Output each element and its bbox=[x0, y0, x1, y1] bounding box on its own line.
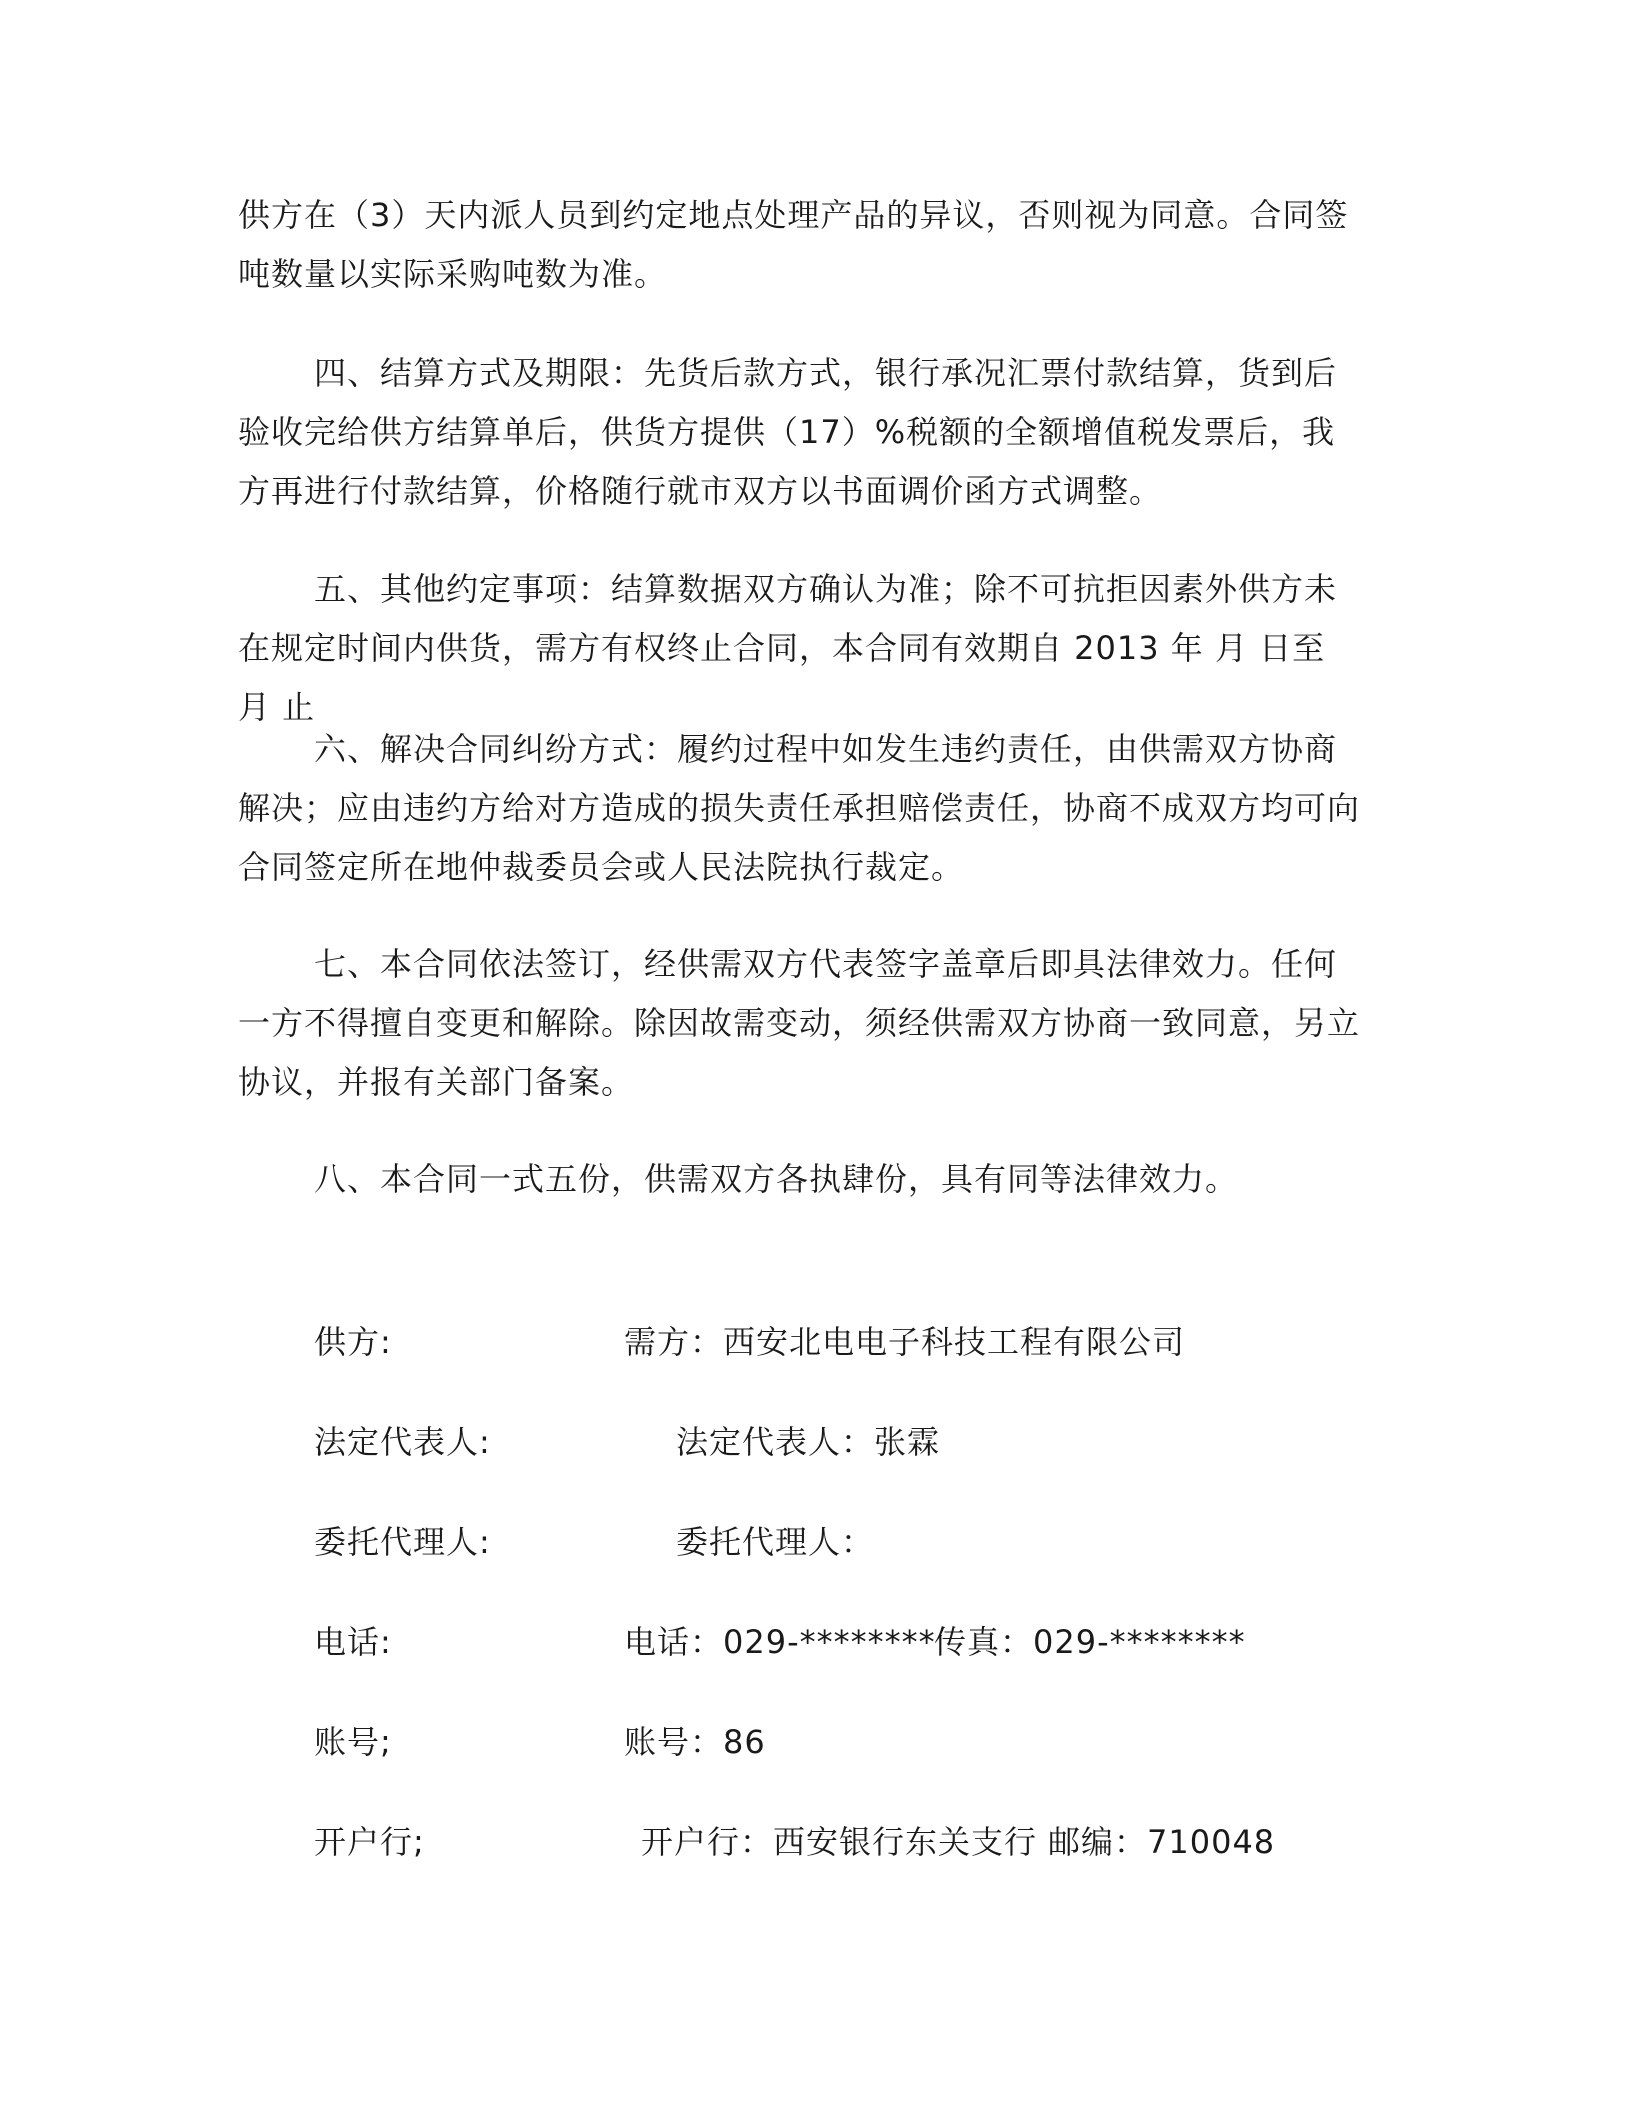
paragraph-5-other-terms: 五、其他约定事项：结算数据双方确认为准；除不可抗拒因素外供方未在规定时间内供货，需方有权终止合同，本合同有效期自 2013 年 月 日至 月 止 bbox=[238, 570, 1338, 726]
buyer-fax: 传真：029-******** bbox=[934, 1623, 1246, 1661]
buyer-agent: 委托代理人： bbox=[676, 1523, 875, 1561]
buyer-party: 需方：西安北电电子科技工程有限公司 bbox=[624, 1323, 1186, 1361]
paragraph-8-copies: 八、本合同一式五份，供需双方各执肆份，具有同等法律效力。 bbox=[314, 1160, 1239, 1198]
supplier-agent-label: 委托代理人: bbox=[314, 1523, 491, 1561]
supplier-phone-label: 电话: bbox=[314, 1623, 392, 1661]
paragraph-objection-handling: 供方在（3）天内派人员到约定地点处理产品的异议，否则视为同意。合同签吨数量以实际采购吨数为准。 bbox=[238, 196, 1349, 293]
paragraph-6-dispute: 六、解决合同纠纷方式：履约过程中如发生违约责任，由供需双方协商解决；应由违约方给对方造成的损失责任承担赔偿责任，协商不成双方均可向合同签定所在地仲裁委员会或人民法院执行裁定。 bbox=[238, 730, 1361, 886]
supplier-party-label: 供方: bbox=[314, 1323, 392, 1361]
paragraph-4-settlement: 四、结算方式及期限：先货后款方式，银行承况汇票付款结算，货到后验收完给供方结算单后，供货方提供（17）%税额的全额增值税发票后，我方再进行付款结算，价格随行就市双方以书面调价函方式调整。 bbox=[238, 354, 1338, 510]
buyer-account: 账号：86 bbox=[624, 1723, 766, 1761]
buyer-legal-rep: 法定代表人：张霖 bbox=[676, 1423, 941, 1461]
buyer-postcode: 邮编：710048 bbox=[1048, 1823, 1276, 1861]
buyer-phone: 电话：029-******** bbox=[624, 1623, 936, 1661]
supplier-bank-label: 开户行; bbox=[314, 1823, 425, 1861]
supplier-legal-rep-label: 法定代表人: bbox=[314, 1423, 491, 1461]
supplier-account-label: 账号; bbox=[314, 1723, 392, 1761]
paragraph-7-legal-effect: 七、本合同依法签订，经供需双方代表签字盖章后即具法律效力。任何一方不得擅自变更和解除。除因故需变动，须经供需双方协商一致同意，另立协议，并报有关部门备案。 bbox=[238, 945, 1361, 1101]
buyer-bank: 开户行：西安银行东关支行 bbox=[641, 1823, 1038, 1861]
